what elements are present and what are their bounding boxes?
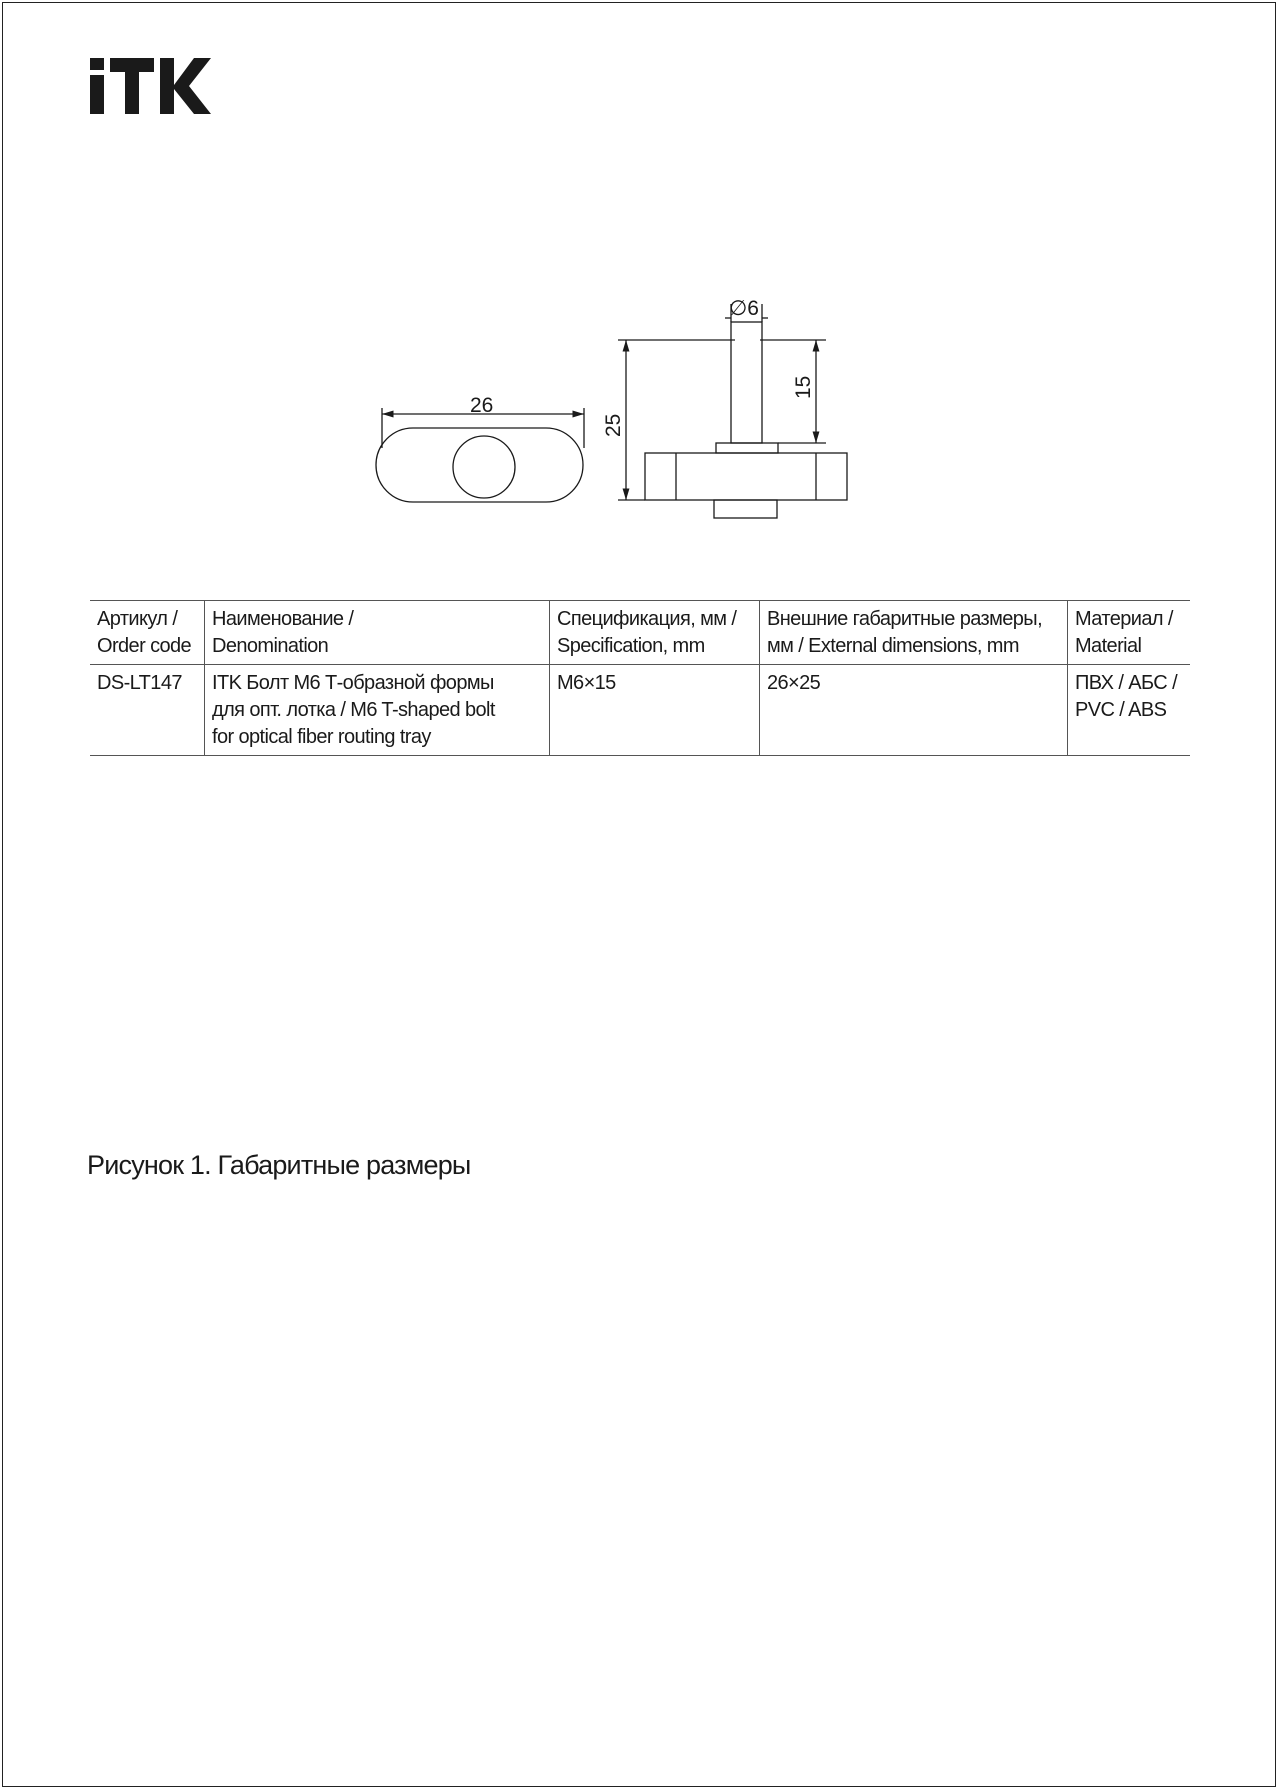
cell-material: ПВХ / АБС / PVC / ABS [1068, 665, 1191, 756]
cell-order-code: DS-LT147 [97, 672, 182, 694]
figure-caption: Рисунок 1. Габаритные размеры [87, 1150, 471, 1180]
header-denomination: Наименование / Denomination [205, 601, 550, 665]
table-row [90, 665, 1190, 756]
bolt-drawing [0, 0, 1280, 560]
table-header-row [90, 601, 1190, 665]
cell-dimensions: 26×25 [760, 665, 1068, 756]
spec-table [90, 600, 1190, 756]
cell-denomination: ITK Болт М6 Т-образной формы для опт. лотка / M6 T-shaped bolt for optical fiber routing tray [205, 665, 550, 756]
top-view [376, 408, 584, 502]
dim-diameter-label: ∅6 [729, 297, 759, 320]
header-specification: Спецификация, мм / Specification, mm [550, 601, 760, 665]
dim-height-label: 25 [602, 413, 625, 437]
header-dimensions: Внешние габаритные размеры, мм / External dimensions, mm [760, 601, 1068, 665]
cell-specification: М6×15 [550, 665, 760, 756]
side-view [618, 304, 847, 518]
header-order-code: Артикул / Order code [97, 608, 192, 657]
dim-length-label: 26 [470, 394, 494, 417]
dim-thread-label: 15 [792, 375, 815, 399]
header-material: Материал / Material [1068, 601, 1191, 665]
